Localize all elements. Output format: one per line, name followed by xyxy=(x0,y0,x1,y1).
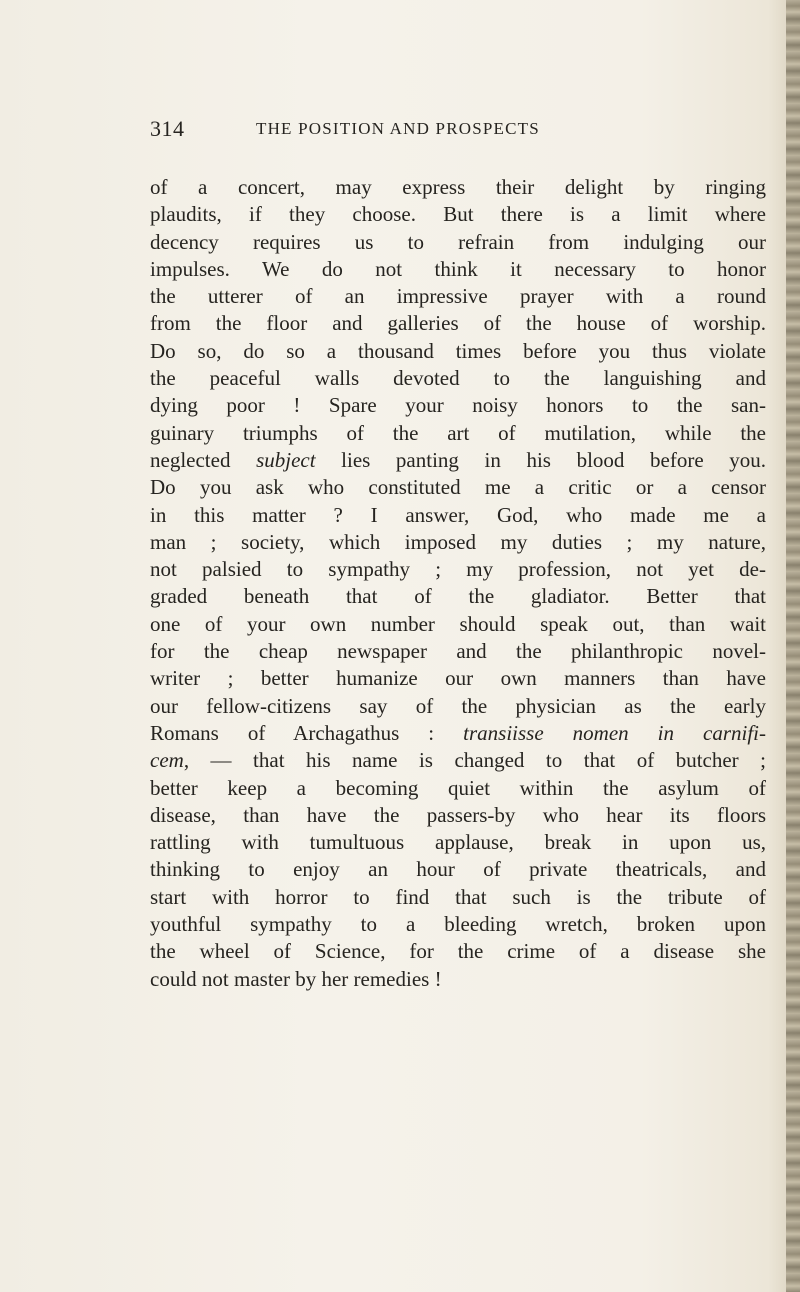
text-segment: the utterer of an impressive prayer with a round xyxy=(150,284,766,309)
text-segment: writer ; better humanize our own manners than have xyxy=(150,666,766,691)
text-segment: impulses. We do not think it necessary to honor xyxy=(150,256,766,281)
text-line xyxy=(150,611,766,638)
text-segment: , — that his name is changed to that of butcher ; xyxy=(183,748,766,773)
text-segment: man ; society, which imposed my duties ; my nature, xyxy=(150,529,766,554)
text-segment: Do you ask who constituted me a critic or a censor xyxy=(150,475,766,500)
body-text xyxy=(150,174,766,993)
text-line xyxy=(150,665,766,692)
text-segment: graded beneath that of the gladiator. Better that xyxy=(150,584,766,609)
text-line xyxy=(150,856,766,883)
running-head-title: THE POSITION AND PROSPECTS xyxy=(256,119,540,138)
italic-text: subject xyxy=(256,447,316,472)
text-line xyxy=(150,174,766,201)
text-line xyxy=(150,392,766,419)
text-segment: not palsied to sympathy ; my profession, not yet de- xyxy=(150,557,766,582)
text-segment: the peaceful walls devoted to the languishing and xyxy=(150,366,766,391)
italic-text: transiisse nomen in carnifi- xyxy=(463,720,766,745)
text-segment: from the floor and galleries of the house of worship. xyxy=(150,311,766,336)
text-line xyxy=(150,502,766,529)
text-line xyxy=(150,338,766,365)
text-line xyxy=(150,229,766,256)
running-head xyxy=(150,116,753,144)
text-segment: decency requires us to refrain from indulging our xyxy=(150,229,766,254)
text-line xyxy=(150,474,766,501)
text-segment: plaudits, if they choose. But there is a limit where xyxy=(150,202,766,227)
text-segment: the wheel of Science, for the crime of a disease she xyxy=(150,939,766,964)
page-number: 314 xyxy=(150,116,185,141)
text-segment: Romans of Archagathus : xyxy=(150,720,464,745)
text-segment: youthful sympathy to a bleeding wretch, broken upon xyxy=(150,912,766,937)
text-line xyxy=(150,529,766,556)
text-segment: neglected xyxy=(150,447,257,472)
text-line xyxy=(150,720,766,747)
text-line xyxy=(150,747,766,774)
text-line xyxy=(150,938,766,965)
text-segment: disease, than have the passers-by who hear its floors xyxy=(150,802,766,827)
text-segment: lies panting in his blood before you. xyxy=(315,447,766,472)
text-segment: start with horror to find that such is the tribute of xyxy=(150,884,766,909)
text-line xyxy=(150,638,766,665)
text-segment: Do so, do so a thousand times before you thus violate xyxy=(150,338,766,363)
text-segment: dying poor ! Spare your noisy honors to the san- xyxy=(150,393,766,418)
text-segment: for the cheap newspaper and the philanthropic novel- xyxy=(150,639,766,664)
text-line xyxy=(150,420,766,447)
text-segment: rattling with tumultuous applause, break in upon us, xyxy=(150,830,766,855)
text-line xyxy=(150,365,766,392)
text-line xyxy=(150,966,766,993)
text-segment: in this matter ? I answer, God, who made me a xyxy=(150,502,766,527)
text-line xyxy=(150,447,766,474)
text-segment: guinary triumphs of the art of mutilation, while the xyxy=(150,420,766,445)
italic-text: cem xyxy=(150,748,184,773)
text-segment: one of your own number should speak out, than wait xyxy=(150,611,766,636)
text-line xyxy=(150,556,766,583)
text-line xyxy=(150,911,766,938)
text-line xyxy=(150,201,766,228)
text-line xyxy=(150,802,766,829)
text-segment: our fellow-citizens say of the physician as the early xyxy=(150,693,766,718)
text-line xyxy=(150,775,766,802)
text-line xyxy=(150,310,766,337)
text-line xyxy=(150,256,766,283)
page-edge xyxy=(786,0,800,1292)
text-line xyxy=(150,693,766,720)
text-segment: of a concert, may express their delight by ringing xyxy=(150,175,766,199)
text-line xyxy=(150,583,766,610)
text-line xyxy=(150,283,766,310)
text-line xyxy=(150,884,766,911)
text-segment: could not master by her remedies ! xyxy=(150,966,442,991)
text-line xyxy=(150,829,766,856)
text-segment: better keep a becoming quiet within the asylum of xyxy=(150,775,766,800)
text-segment: thinking to enjoy an hour of private theatricals, and xyxy=(150,857,766,882)
